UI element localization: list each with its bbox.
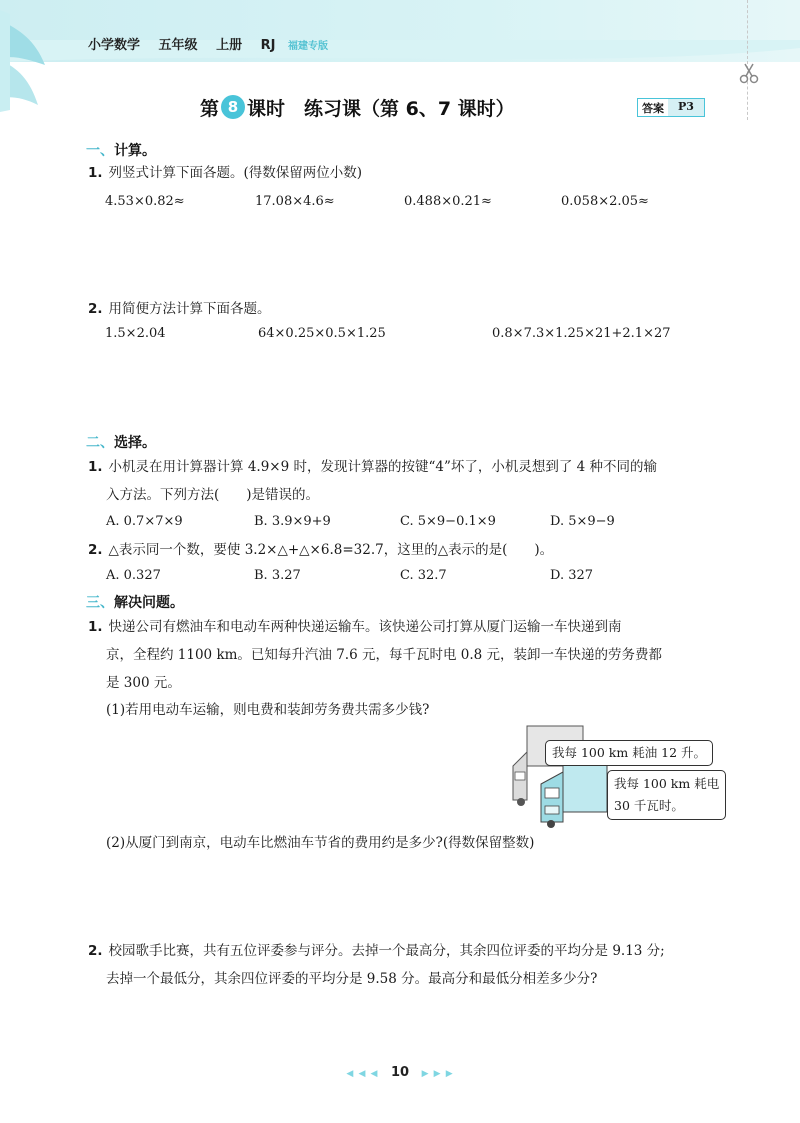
problem-question-2 bbox=[88, 938, 665, 964]
cut-line bbox=[747, 0, 749, 120]
prev-arrows-icon[interactable]: ◀ ◀ ◀ bbox=[346, 1069, 379, 1079]
lesson-number-badge: 8 bbox=[221, 95, 245, 119]
question-text-continued: 京，全程约 1100 km。已知每升汽油 7.6 元，每千瓦时电 0.8 元，装卸一车快递的劳务费都 bbox=[106, 647, 663, 663]
question-text-continued: 入方法。下列方法( )是错误的。 bbox=[106, 487, 320, 503]
lesson-prefix: 第 bbox=[200, 97, 220, 120]
calc-item: 4.53×0.82≈ bbox=[105, 194, 185, 209]
choice-option-a[interactable]: A. 0.327 bbox=[106, 568, 161, 583]
section-title: 选择。 bbox=[114, 435, 156, 451]
page-number: 10 bbox=[390, 1065, 410, 1080]
header-volume: 上册 bbox=[216, 38, 243, 53]
question-text: 校园歌手比赛，共有五位评委参与评分。去掉一个最高分，其余四位评委的平均分是 9.13 分; bbox=[108, 943, 665, 959]
question-text: 列竖式计算下面各题。(得数保留两位小数) bbox=[108, 165, 363, 181]
section-heading-calc bbox=[86, 140, 156, 160]
section-heading-problems bbox=[86, 592, 184, 612]
question-text-continued: 去掉一个最低分，其余四位评委的平均分是 9.58 分。最高分和最低分相差多少分? bbox=[106, 971, 598, 987]
header-grade: 五年级 bbox=[158, 38, 198, 53]
sub-question-1: (1)若用电动车运输，则电费和装卸劳务费共需多少钱? bbox=[106, 702, 430, 718]
calc-item: 1.5×2.04 bbox=[105, 326, 166, 341]
sub-question-2: (2)从厦门到南京，电动车比燃油车节省的费用约是多少?(得数保留整数) bbox=[106, 835, 535, 851]
section-number: 二、 bbox=[86, 435, 114, 451]
section-number: 一、 bbox=[86, 143, 114, 159]
page-footer bbox=[340, 1065, 460, 1080]
scissors-icon bbox=[738, 62, 760, 84]
choice-question-1 bbox=[88, 454, 657, 480]
choice-option-d[interactable]: D. 5×9−9 bbox=[550, 514, 615, 529]
section-heading-choice bbox=[86, 432, 156, 452]
question-text: 小机灵在用计算器计算 4.9×9 时，发现计算器的按键“4”坏了，小机灵想到了 4 种不同的输 bbox=[108, 459, 658, 475]
header-meta bbox=[88, 34, 342, 53]
header-edition: RJ bbox=[260, 38, 276, 53]
lesson-suffix: 课时 练习课（第 6、7 课时） bbox=[247, 97, 515, 120]
question-text-continued: 是 300 元。 bbox=[106, 675, 181, 691]
choice-option-a[interactable]: A. 0.7×7×9 bbox=[106, 514, 183, 529]
calc-item: 0.488×0.21≈ bbox=[404, 194, 492, 209]
question-text: 用简便方法计算下面各题。 bbox=[108, 301, 271, 317]
calc-item: 64×0.25×0.5×1.25 bbox=[258, 326, 386, 341]
question-number: 2. bbox=[88, 542, 103, 558]
calc-item: 17.08×4.6≈ bbox=[255, 194, 335, 209]
lesson-title bbox=[200, 92, 600, 122]
question-number: 1. bbox=[88, 459, 103, 475]
calc-question-1 bbox=[88, 160, 362, 186]
bubble-line: 30 千瓦时。 bbox=[614, 798, 684, 813]
speech-bubble-fuel-truck: 我每 100 km 耗油 12 升。 bbox=[545, 740, 713, 766]
answer-page: P3 bbox=[668, 99, 704, 116]
calc-item: 0.058×2.05≈ bbox=[561, 194, 649, 209]
question-text: 快递公司有燃油车和电动车两种快递运输车。该快递公司打算从厦门运输一车快递到南 bbox=[108, 619, 622, 635]
question-number: 2. bbox=[88, 943, 103, 959]
header-region: 福建专版 bbox=[288, 41, 329, 52]
problem-question-1 bbox=[88, 614, 622, 640]
question-text: △表示同一个数，要使 3.2×△+△×6.8=32.7，这里的△表示的是( )。 bbox=[108, 542, 554, 558]
bubble-line: 我每 100 km 耗电 bbox=[614, 776, 720, 791]
speech-bubble-electric-truck bbox=[607, 770, 726, 820]
answer-label: 答案 bbox=[638, 99, 668, 116]
choice-option-b[interactable]: B. 3.9×9+9 bbox=[254, 514, 331, 529]
choice-question-2 bbox=[88, 537, 553, 563]
header-subject: 小学数学 bbox=[88, 38, 141, 53]
answer-reference[interactable] bbox=[637, 98, 705, 117]
question-number: 2. bbox=[88, 301, 103, 317]
choice-option-c[interactable]: C. 32.7 bbox=[400, 568, 447, 583]
calc-item: 0.8×7.3×1.25×21+2.1×27 bbox=[492, 326, 671, 341]
section-number: 三、 bbox=[86, 595, 114, 611]
pagoda-decoration-icon bbox=[0, 0, 60, 130]
next-arrows-icon[interactable]: ▶ ▶ ▶ bbox=[421, 1069, 454, 1079]
choice-option-d[interactable]: D. 327 bbox=[550, 568, 594, 583]
question-number: 1. bbox=[88, 165, 103, 181]
truck-illustration bbox=[505, 722, 720, 830]
calc-question-2 bbox=[88, 296, 271, 322]
section-title: 计算。 bbox=[114, 143, 156, 159]
section-title: 解决问题。 bbox=[114, 595, 184, 611]
choice-option-c[interactable]: C. 5×9−0.1×9 bbox=[400, 514, 496, 529]
choice-option-b[interactable]: B. 3.27 bbox=[254, 568, 301, 583]
question-number: 1. bbox=[88, 619, 103, 635]
